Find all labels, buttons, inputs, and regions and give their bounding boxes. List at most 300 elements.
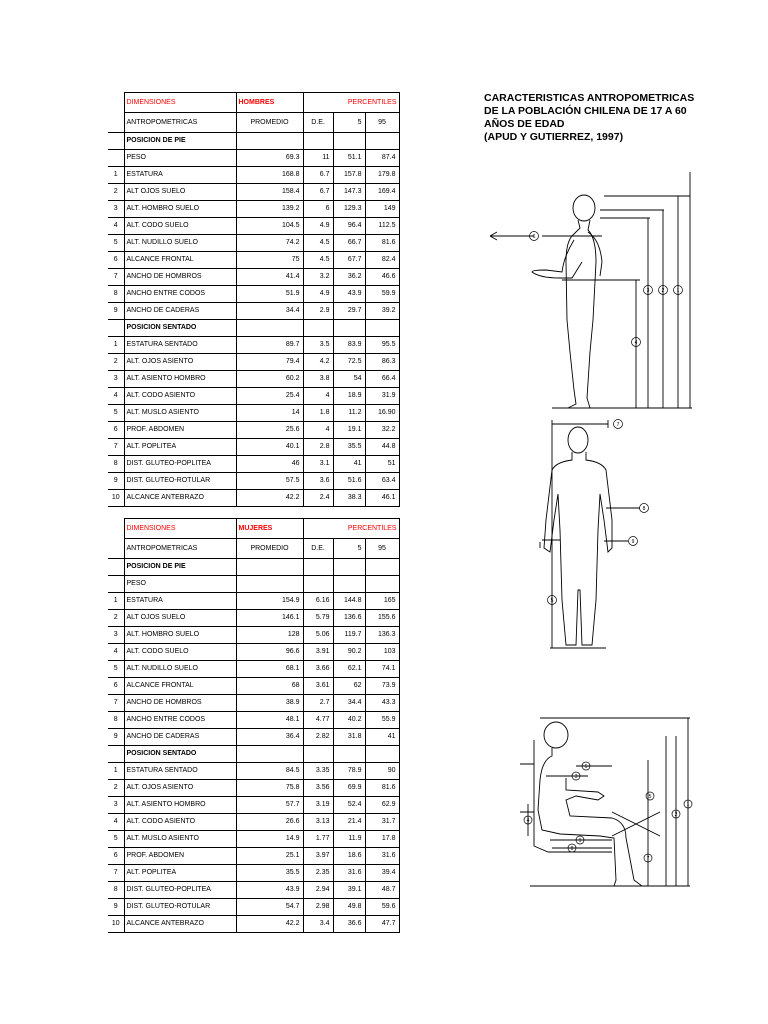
- label-6-seated: 6: [584, 764, 588, 770]
- p95-value: 90: [365, 763, 399, 780]
- de-value: 3.13: [303, 814, 333, 831]
- table-row: [108, 235, 399, 252]
- p95-value: 39.2: [365, 303, 399, 320]
- p95-value: 62.9: [365, 797, 399, 814]
- p5-value: 36.2: [333, 269, 365, 286]
- p95-value: 165: [365, 593, 399, 610]
- header-percentiles: PERCENTILES: [303, 93, 399, 113]
- p5-value: 19.1: [333, 422, 365, 439]
- promedio-value: 54.7: [236, 899, 303, 916]
- promedio-value: 96.6: [236, 644, 303, 661]
- p5-value: 40.2: [333, 712, 365, 729]
- promedio-value: 146.1: [236, 610, 303, 627]
- p5-value: 54: [333, 371, 365, 388]
- header-p95: 95: [365, 113, 399, 133]
- p95-value: 39.4: [365, 865, 399, 882]
- de-value: 3.8: [303, 371, 333, 388]
- row-number: 6: [108, 678, 124, 695]
- de-value: 11: [303, 150, 333, 167]
- p5-value: [333, 576, 365, 593]
- de-value: [303, 576, 333, 593]
- dimension-name: ALT. HOMBRO SUELO: [124, 627, 236, 644]
- p95-value: 17.8: [365, 831, 399, 848]
- p5-value: 119.7: [333, 627, 365, 644]
- dimension-name: ALT OJOS SUELO: [124, 184, 236, 201]
- promedio-value: 79.4: [236, 354, 303, 371]
- p95-value: 51: [365, 456, 399, 473]
- section-header-row: [108, 133, 399, 150]
- p5-value: 18.6: [333, 848, 365, 865]
- p95-value: 16.90: [365, 405, 399, 422]
- table-row: [108, 405, 399, 422]
- de-value: 2.4: [303, 490, 333, 507]
- promedio-value: 48.1: [236, 712, 303, 729]
- label-4: 4: [634, 340, 638, 346]
- de-value: 3.4: [303, 916, 333, 933]
- row-number: 1: [108, 763, 124, 780]
- label-5: 5: [550, 598, 554, 604]
- p95-value: 112.5: [365, 218, 399, 235]
- p95-value: 74.1: [365, 661, 399, 678]
- de-value: 3.19: [303, 797, 333, 814]
- standing-front-figure: [540, 420, 640, 648]
- row-number: 7: [108, 865, 124, 882]
- dimension-name: ALT. POPLITEA: [124, 439, 236, 456]
- table-row: [108, 916, 399, 933]
- promedio-value: 57.7: [236, 797, 303, 814]
- table-row: [108, 831, 399, 848]
- de-value: 1.8: [303, 405, 333, 422]
- p5-value: 144.8: [333, 593, 365, 610]
- promedio-value: 60.2: [236, 371, 303, 388]
- de-value: 6: [303, 201, 333, 218]
- table-row: [108, 712, 399, 729]
- p5-value: 147.3: [333, 184, 365, 201]
- p5-value: 69.9: [333, 780, 365, 797]
- p95-value: 46.1: [365, 490, 399, 507]
- promedio-value: 38.9: [236, 695, 303, 712]
- row-number: 10: [108, 916, 124, 933]
- hombres-table: [108, 92, 400, 507]
- table-row: [108, 848, 399, 865]
- de-value: 3.1: [303, 456, 333, 473]
- dimension-name: ALT. POPLITEA: [124, 865, 236, 882]
- p95-value: 31.6: [365, 848, 399, 865]
- p95-value: 149: [365, 201, 399, 218]
- label-6: 6: [532, 234, 536, 240]
- de-value: 3.66: [303, 661, 333, 678]
- p5-value: 62: [333, 678, 365, 695]
- p95-value: 169.4: [365, 184, 399, 201]
- section-header-row: [108, 559, 399, 576]
- p95-value: 66.4: [365, 371, 399, 388]
- p5-value: 36.6: [333, 916, 365, 933]
- row-number: 3: [108, 797, 124, 814]
- promedio-value: 104.5: [236, 218, 303, 235]
- p95-value: 81.6: [365, 780, 399, 797]
- dimension-name: ANCHO ENTRE CODOS: [124, 286, 236, 303]
- header-p95: 95: [365, 539, 399, 559]
- table-row: [108, 303, 399, 320]
- label-1: 1: [676, 288, 680, 294]
- section-header-row: [108, 320, 399, 337]
- row-number: 1: [108, 167, 124, 184]
- header-p5: 5: [333, 113, 365, 133]
- table-row: [108, 610, 399, 627]
- row-number: 2: [108, 354, 124, 371]
- p5-value: 62.1: [333, 661, 365, 678]
- dimension-name: ALCANCE FRONTAL: [124, 678, 236, 695]
- de-value: 5.06: [303, 627, 333, 644]
- mujeres-table: [108, 518, 400, 933]
- label-5-seated: 5: [648, 794, 652, 800]
- p5-value: 72.5: [333, 354, 365, 371]
- table-row: [108, 286, 399, 303]
- promedio-value: 89.7: [236, 337, 303, 354]
- label-9: 9: [631, 539, 635, 545]
- dimension-name: PROF. ABDOMEN: [124, 422, 236, 439]
- de-value: 3.2: [303, 269, 333, 286]
- row-number: 1: [108, 337, 124, 354]
- table-row: [108, 201, 399, 218]
- de-value: 4.9: [303, 218, 333, 235]
- p5-value: 83.9: [333, 337, 365, 354]
- table-row: [108, 763, 399, 780]
- de-value: 2.98: [303, 899, 333, 916]
- table-row: [108, 899, 399, 916]
- de-value: 3.35: [303, 763, 333, 780]
- row-number: 4: [108, 388, 124, 405]
- table-row: [108, 661, 399, 678]
- p5-value: 11.9: [333, 831, 365, 848]
- p95-value: 48.7: [365, 882, 399, 899]
- promedio-value: 14.9: [236, 831, 303, 848]
- p95-value: 59.6: [365, 899, 399, 916]
- row-number: 8: [108, 882, 124, 899]
- promedio-value: 25.4: [236, 388, 303, 405]
- p95-value: 63.4: [365, 473, 399, 490]
- p5-value: 66.7: [333, 235, 365, 252]
- header-de: D.E.: [303, 113, 333, 133]
- dimension-name: DIST. GLUTEO-ROTULAR: [124, 899, 236, 916]
- label-3-seated: 3: [574, 774, 578, 780]
- dimension-name: ALCANCE ANTEBRAZO: [124, 916, 236, 933]
- table-row: [108, 473, 399, 490]
- row-number: 4: [108, 814, 124, 831]
- de-value: 3.5: [303, 337, 333, 354]
- p5-value: 38.3: [333, 490, 365, 507]
- promedio-value: 57.5: [236, 473, 303, 490]
- section-title: POSICION DE PIE: [124, 559, 236, 576]
- dimension-name: ALT. HOMBRO SUELO: [124, 201, 236, 218]
- row-number: 1: [108, 593, 124, 610]
- promedio-value: 25.6: [236, 422, 303, 439]
- dimension-name: ALT. CODO SUELO: [124, 644, 236, 661]
- p5-value: 67.7: [333, 252, 365, 269]
- de-value: 4.5: [303, 252, 333, 269]
- p5-value: 18.9: [333, 388, 365, 405]
- table-row: [108, 490, 399, 507]
- table-row: [108, 439, 399, 456]
- title-line: AÑOS DE EDAD: [484, 118, 565, 130]
- de-value: 6.7: [303, 184, 333, 201]
- row-number: [108, 150, 124, 167]
- p5-value: 90.2: [333, 644, 365, 661]
- dimension-name: ESTATURA: [124, 167, 236, 184]
- label-9-seated: 9: [578, 838, 582, 844]
- promedio-value: 42.2: [236, 916, 303, 933]
- de-value: 3.97: [303, 848, 333, 865]
- section-title: POSICION DE PIE: [124, 133, 236, 150]
- p95-value: 55.9: [365, 712, 399, 729]
- p5-value: 11.2: [333, 405, 365, 422]
- label-7: 7: [616, 422, 620, 428]
- section-title: POSICION SENTADO: [124, 320, 236, 337]
- p95-value: 82.4: [365, 252, 399, 269]
- de-value: 2.35: [303, 865, 333, 882]
- p5-value: 31.8: [333, 729, 365, 746]
- de-value: 3.61: [303, 678, 333, 695]
- table-row: [108, 780, 399, 797]
- dimension-name: DIST. GLUTEO-ROTULAR: [124, 473, 236, 490]
- dimension-name: ALCANCE FRONTAL: [124, 252, 236, 269]
- dimension-name: ALT. MUSLO ASIENTO: [124, 405, 236, 422]
- p95-value: 155.6: [365, 610, 399, 627]
- label-8: 8: [642, 506, 646, 512]
- p95-value: 87.4: [365, 150, 399, 167]
- dimension-name: ANCHO DE CADERAS: [124, 303, 236, 320]
- promedio-value: 34.4: [236, 303, 303, 320]
- label-7-seated: 7: [646, 856, 650, 862]
- p5-value: 52.4: [333, 797, 365, 814]
- p5-value: 51.1: [333, 150, 365, 167]
- de-value: 4: [303, 388, 333, 405]
- page-title: [484, 92, 734, 144]
- table-row: [108, 797, 399, 814]
- title-line: (APUD Y GUTIERREZ, 1997): [484, 131, 624, 143]
- header-percentiles: PERCENTILES: [303, 519, 399, 539]
- de-value: 4: [303, 422, 333, 439]
- promedio-value: 128: [236, 627, 303, 644]
- promedio-value: [236, 576, 303, 593]
- header-promedio: PROMEDIO: [236, 539, 303, 559]
- p95-value: 43.3: [365, 695, 399, 712]
- p5-value: 51.6: [333, 473, 365, 490]
- p5-value: 78.9: [333, 763, 365, 780]
- p95-value: 32.2: [365, 422, 399, 439]
- table-row: [108, 882, 399, 899]
- p95-value: 31.9: [365, 388, 399, 405]
- table-row: [108, 695, 399, 712]
- promedio-value: 36.4: [236, 729, 303, 746]
- row-number: 2: [108, 780, 124, 797]
- p95-value: 59.9: [365, 286, 399, 303]
- dimension-name: ESTATURA SENTADO: [124, 763, 236, 780]
- dimension-name: ALT OJOS SUELO: [124, 610, 236, 627]
- p95-value: 103: [365, 644, 399, 661]
- header-antropometricas: ANTROPOMETRICAS: [124, 539, 236, 559]
- promedio-value: 168.8: [236, 167, 303, 184]
- table-row: [108, 678, 399, 695]
- table-row: [108, 627, 399, 644]
- dimension-name: ALT. ASIENTO HOMBRO: [124, 797, 236, 814]
- dimension-name: PROF. ABDOMEN: [124, 848, 236, 865]
- p5-value: 35.5: [333, 439, 365, 456]
- header-dimensiones: DIMENSIONES: [124, 519, 236, 539]
- header-p5: 5: [333, 539, 365, 559]
- dimension-name: ALT. MUSLO ASIENTO: [124, 831, 236, 848]
- promedio-value: 75: [236, 252, 303, 269]
- p95-value: 81.6: [365, 235, 399, 252]
- dimension-name: DIST. GLUTEO-POPLITEA: [124, 882, 236, 899]
- p5-value: 136.6: [333, 610, 365, 627]
- de-value: 2.9: [303, 303, 333, 320]
- table-row: [108, 252, 399, 269]
- dimension-name: PESO: [124, 576, 236, 593]
- de-value: 4.9: [303, 286, 333, 303]
- promedio-value: 42.2: [236, 490, 303, 507]
- p95-value: 31.7: [365, 814, 399, 831]
- promedio-value: 14: [236, 405, 303, 422]
- de-value: 6.16: [303, 593, 333, 610]
- p5-value: 39.1: [333, 882, 365, 899]
- row-number: 3: [108, 201, 124, 218]
- label-2: 2: [661, 288, 665, 294]
- dimension-name: ALT. OJOS ASIENTO: [124, 354, 236, 371]
- row-number: 6: [108, 422, 124, 439]
- promedio-value: 51.9: [236, 286, 303, 303]
- dimension-name: ALT. NUDILLO SUELO: [124, 235, 236, 252]
- de-value: 3.6: [303, 473, 333, 490]
- dimension-name: ANCHO DE CADERAS: [124, 729, 236, 746]
- promedio-value: 68.1: [236, 661, 303, 678]
- p5-value: 157.8: [333, 167, 365, 184]
- p95-value: 47.7: [365, 916, 399, 933]
- promedio-value: 25.1: [236, 848, 303, 865]
- dimension-name: ANCHO DE HOMBROS: [124, 695, 236, 712]
- promedio-value: 84.5: [236, 763, 303, 780]
- promedio-value: 41.4: [236, 269, 303, 286]
- promedio-value: 26.6: [236, 814, 303, 831]
- promedio-value: 75.8: [236, 780, 303, 797]
- promedio-value: 154.9: [236, 593, 303, 610]
- row-number: [108, 576, 124, 593]
- p95-value: 95.5: [365, 337, 399, 354]
- row-number: 9: [108, 303, 124, 320]
- p5-value: 43.9: [333, 286, 365, 303]
- title-line: DE LA POBLACIÓN CHILENA DE 17 A 60: [484, 105, 687, 117]
- table-row: [108, 576, 399, 593]
- row-number: 10: [108, 490, 124, 507]
- row-number: 5: [108, 235, 124, 252]
- header-dimensiones: DIMENSIONES: [124, 93, 236, 113]
- p95-value: 86.3: [365, 354, 399, 371]
- row-number: 2: [108, 610, 124, 627]
- row-number: 5: [108, 831, 124, 848]
- dimension-name: ANCHO DE HOMBROS: [124, 269, 236, 286]
- dimension-name: ALT. CODO SUELO: [124, 218, 236, 235]
- p95-value: 136.3: [365, 627, 399, 644]
- de-value: 2.8: [303, 439, 333, 456]
- header-group-mujeres: MUJERES: [236, 519, 303, 539]
- de-value: 2.94: [303, 882, 333, 899]
- p5-value: 21.4: [333, 814, 365, 831]
- label-8-seated: 8: [570, 846, 574, 852]
- row-number: 2: [108, 184, 124, 201]
- label-4-seated: 4: [526, 818, 530, 824]
- row-number: 8: [108, 286, 124, 303]
- dimension-name: PESO: [124, 150, 236, 167]
- header-antropometricas: ANTROPOMETRICAS: [124, 113, 236, 133]
- de-value: 1.77: [303, 831, 333, 848]
- de-value: 4.77: [303, 712, 333, 729]
- promedio-value: 158.4: [236, 184, 303, 201]
- table-row: [108, 644, 399, 661]
- row-number: 7: [108, 695, 124, 712]
- table-row: [108, 150, 399, 167]
- section-header-row: [108, 746, 399, 763]
- dimension-name: ANCHO ENTRE CODOS: [124, 712, 236, 729]
- header-de: D.E.: [303, 539, 333, 559]
- promedio-value: 46: [236, 456, 303, 473]
- de-value: 5.79: [303, 610, 333, 627]
- p95-value: 46.6: [365, 269, 399, 286]
- dimension-name: ALT. NUDILLO SUELO: [124, 661, 236, 678]
- table-row: [108, 167, 399, 184]
- row-number: 9: [108, 899, 124, 916]
- row-number: 6: [108, 252, 124, 269]
- promedio-value: 43.9: [236, 882, 303, 899]
- p95-value: [365, 576, 399, 593]
- dimension-name: ALT. CODO ASIENTO: [124, 388, 236, 405]
- dimension-name: ALT. ASIENTO HOMBRO: [124, 371, 236, 388]
- table-row: [108, 184, 399, 201]
- row-number: 3: [108, 627, 124, 644]
- p5-value: 129.3: [333, 201, 365, 218]
- label-2-seated: 2: [674, 812, 678, 818]
- seated-figure: [520, 718, 690, 886]
- p5-value: 41: [333, 456, 365, 473]
- table-row: [108, 814, 399, 831]
- p95-value: 41: [365, 729, 399, 746]
- p5-value: 29.7: [333, 303, 365, 320]
- table-row: [108, 456, 399, 473]
- row-number: 8: [108, 712, 124, 729]
- anthropometric-figures: [480, 160, 710, 900]
- row-number: 9: [108, 473, 124, 490]
- promedio-value: 74.2: [236, 235, 303, 252]
- table-row: [108, 337, 399, 354]
- label-1-seated: 1: [686, 802, 690, 808]
- p95-value: 179.8: [365, 167, 399, 184]
- de-value: 4.2: [303, 354, 333, 371]
- table-row: [108, 388, 399, 405]
- de-value: 2.82: [303, 729, 333, 746]
- dimension-name: ALT. OJOS ASIENTO: [124, 780, 236, 797]
- dimension-name: ESTATURA: [124, 593, 236, 610]
- table-row: [108, 593, 399, 610]
- p95-value: 44.8: [365, 439, 399, 456]
- p5-value: 49.8: [333, 899, 365, 916]
- row-number: 5: [108, 661, 124, 678]
- promedio-value: 68: [236, 678, 303, 695]
- de-value: 3.91: [303, 644, 333, 661]
- dimension-name: ALT. CODO ASIENTO: [124, 814, 236, 831]
- table-row: [108, 354, 399, 371]
- header-group-hombres: HOMBRES: [236, 93, 303, 113]
- promedio-value: 69.3: [236, 150, 303, 167]
- title-line: CARACTERISTICAS ANTROPOMETRICAS: [484, 92, 695, 104]
